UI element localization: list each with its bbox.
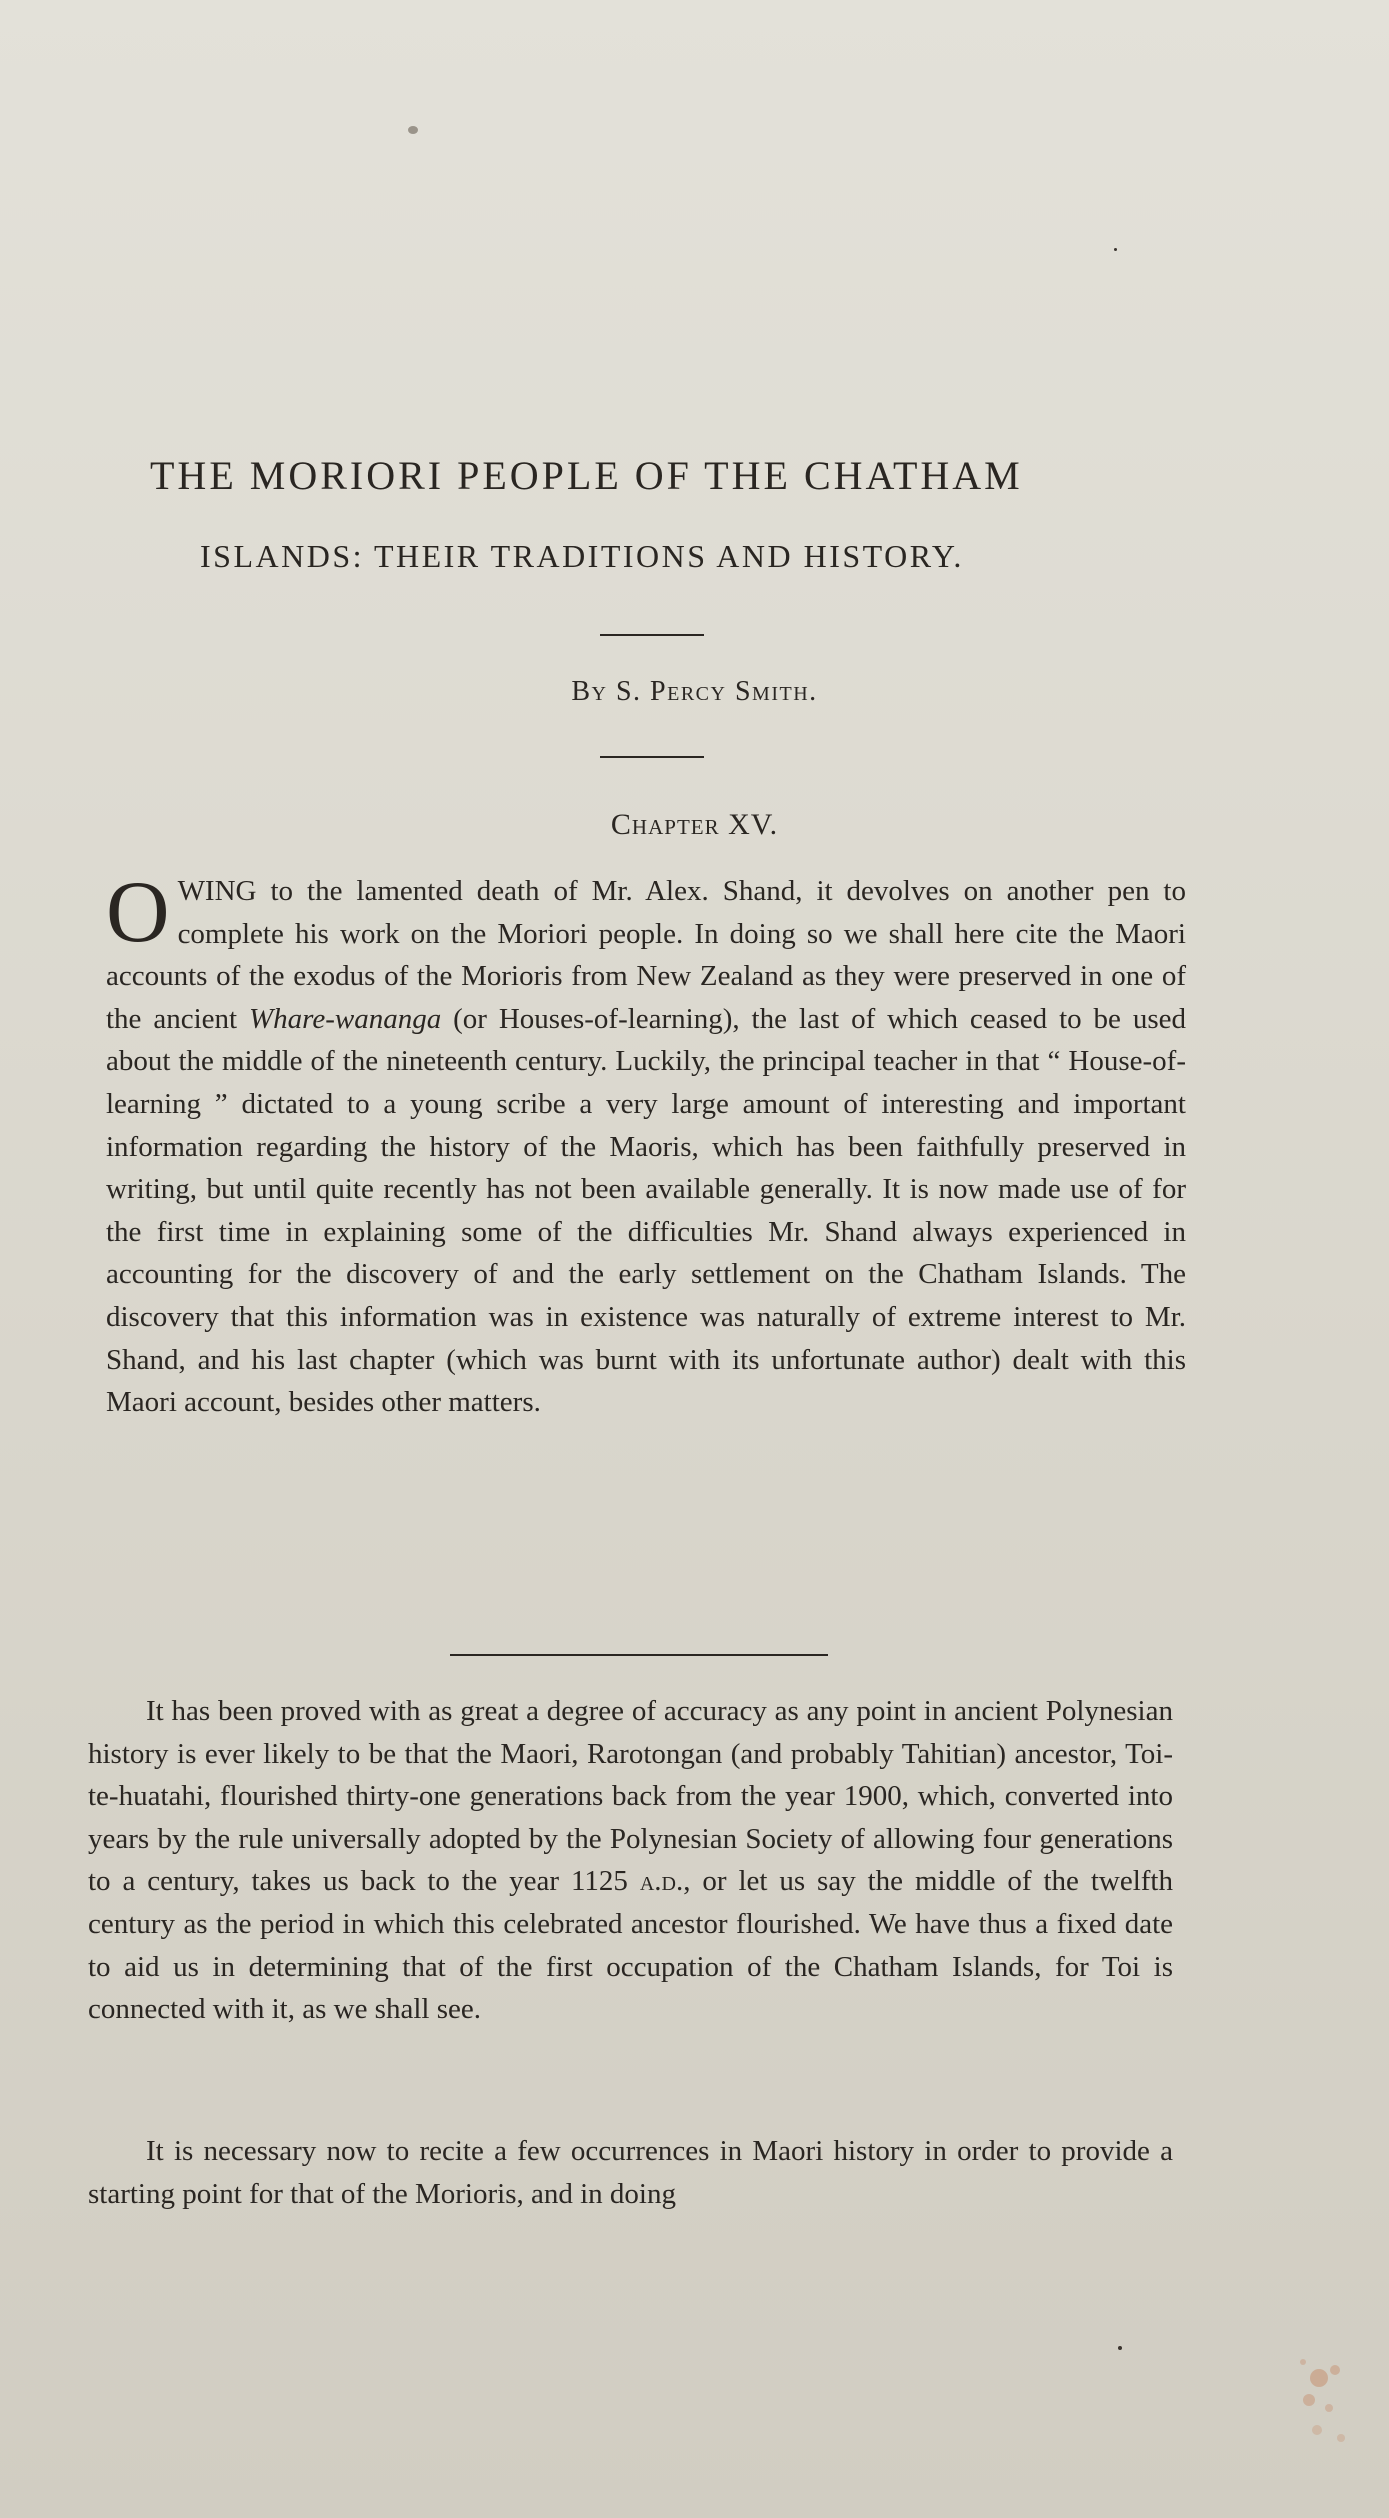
section-divider bbox=[450, 1654, 828, 1656]
body-paragraph bbox=[88, 1690, 1173, 2031]
article-title-line-1: THE MORIORI PEOPLE OF THE CHATHAM bbox=[150, 453, 1023, 498]
article-title-line-2: ISLANDS: THEIR TRADITIONS AND HISTORY. bbox=[200, 538, 964, 574]
body-paragraph: It is necessary now to recite a few occurrences in Maori history in order to provide a starting point for that of the Morioris, and in doing bbox=[88, 2135, 1173, 2210]
foxing-stain bbox=[1289, 2348, 1359, 2458]
byline-divider bbox=[600, 756, 704, 758]
paragraph-text: WING to the lamented death of Mr. Alex. Shand, it devolves on another pen to complete his work on the Moriori people. In doing so we shall here cite the Maori accounts of the exodus of the Morioris from New Zealand as they were preserved in one of the ancient bbox=[106, 875, 1186, 1035]
paragraph-text: It has been proved with as great a degree of accuracy as any point in ancient Polynesian history is ever likely to be that the Maori, Rarotongan (and probably Tahitian) ancestor, Toi-te-huatahi, flourished thirty-one generations back from the year 1900, which, converted into years by the rule universally adopted by the Polynesian Society of allowing four generations to a century, takes us back to the year 1125 bbox=[88, 1695, 1173, 1898]
ink-speck bbox=[408, 126, 418, 134]
emphasized-term: Whare-wananga bbox=[248, 1002, 442, 1035]
drop-cap: O bbox=[106, 864, 170, 961]
title-divider bbox=[600, 634, 704, 636]
opening-paragraph bbox=[106, 864, 1186, 1424]
era-abbreviation: a.d. bbox=[639, 1865, 684, 1898]
ink-speck bbox=[1114, 248, 1117, 251]
paragraph-text: (or Houses-of-learning), the last of which ceased to be used about the middle of the nineteenth century. Luckily, the principal teacher in that “ House-of-learning ” dictated to a young scribe a very large amount of interesting and important information regarding the history of the Maoris, which has been faithfully preserved in writing, but until quite recently has not been available generally. It is now made use of for the first time in explaining some of the difficulties Mr. Shand always experienced in accounting for the discovery of and the early settlement on the Chatham Islands. The discovery that this information was in existence was naturally of extreme interest to Mr. Shand, and his last chapter (which was burnt with its unfortunate author) dealt with this Maori account, besides other matters. bbox=[106, 1002, 1186, 1419]
author-byline: By S. Percy Smith. bbox=[571, 676, 818, 707]
paragraph-text: , or let us say the middle of the twelfth century as the period in which this celebrated ancestor flourished. We have thus a fixed date to aid us in determining that of the first occupation of the Chatham Islands, for Toi is connected with it, as we shall see. bbox=[88, 1865, 1173, 2026]
ink-speck bbox=[1118, 2346, 1122, 2350]
chapter-heading: Chapter XV. bbox=[610, 808, 779, 841]
